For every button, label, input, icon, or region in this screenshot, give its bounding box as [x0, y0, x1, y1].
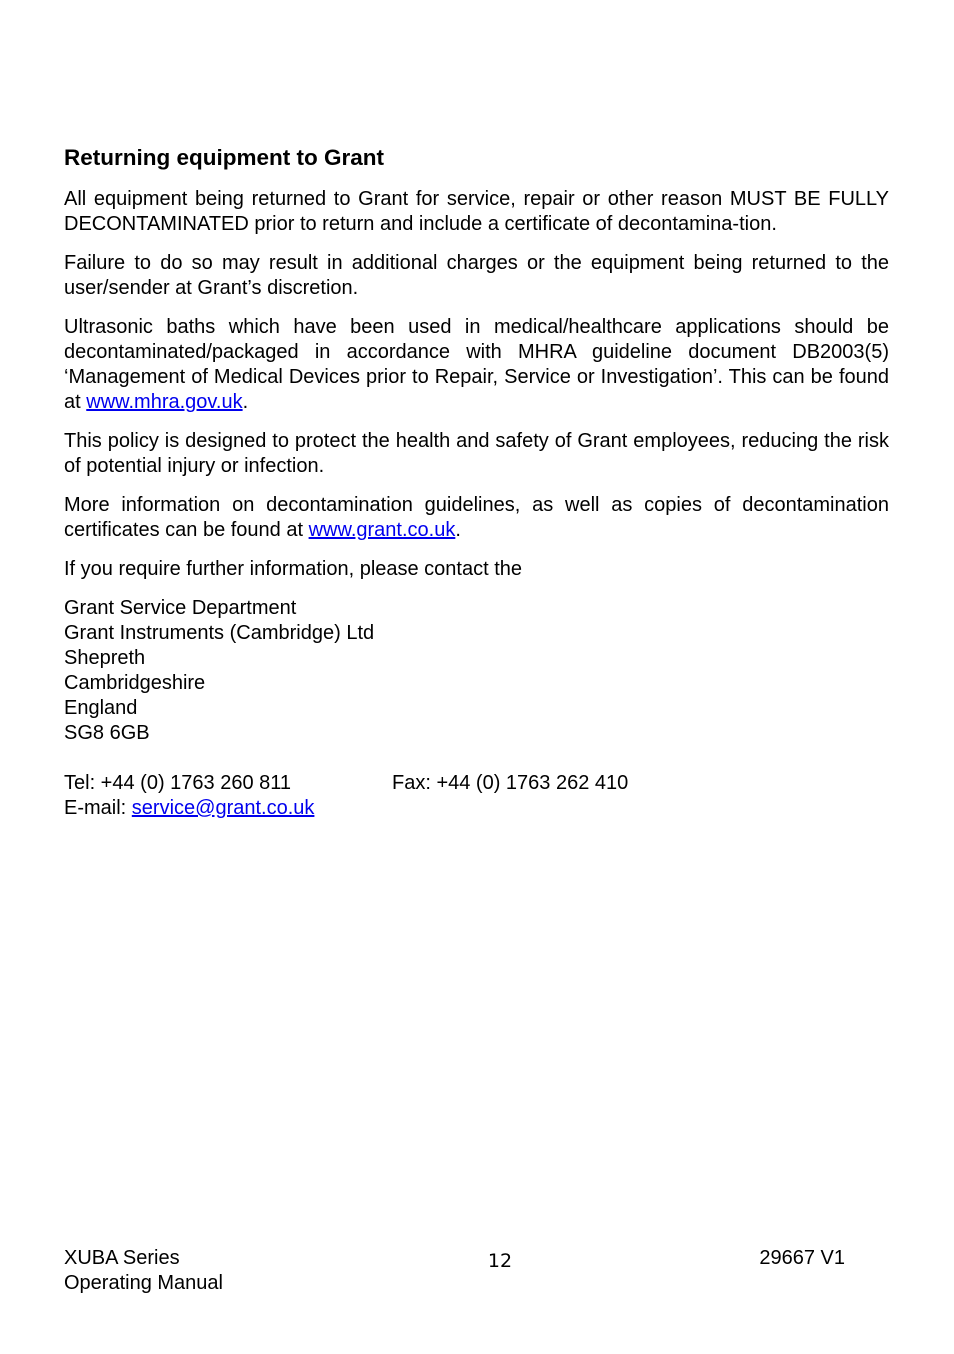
footer-left	[64, 1246, 223, 1296]
fax-number: Fax: +44 (0) 1763 262 410	[392, 772, 629, 794]
document-reference: 29667 V1	[759, 1247, 845, 1269]
phone-row	[64, 771, 889, 796]
address-block	[64, 596, 889, 746]
paragraph-ultrasonic-end: .	[242, 391, 249, 413]
paragraph-failure: Failure to do so may result in additional charges or the equipment being returned to the user/sender at Grant’s discretion.	[64, 252, 889, 299]
telephone-number: Tel: +44 (0) 1763 260 811	[64, 772, 292, 794]
paragraph-ultrasonic-text: Ultrasonic baths which have been used in medical/healthcare applications should be decontaminated/packaged in accordance with MHRA guideline document DB2003(5) ‘Management of Medical Devices prior to Repair, Service or Investigation’. This can be found at	[64, 316, 889, 413]
email-label: E-mail:	[64, 797, 132, 819]
address-line-department: Grant Service Department	[64, 597, 297, 619]
address-line-village: Shepreth	[64, 647, 146, 669]
page-number: 12	[487, 1250, 513, 1272]
email-link[interactable]: service@grant.co.uk	[131, 797, 315, 819]
footer-series: XUBA Series	[64, 1247, 180, 1269]
address-line-company: Grant Instruments (Cambridge) Ltd	[64, 622, 375, 644]
paragraph-more-info-text: More information on decontamination guidelines, as well as copies of decontamination certificates can be found at	[64, 494, 889, 541]
email-row	[64, 796, 889, 821]
mhra-link[interactable]: www.mhra.gov.uk	[86, 391, 243, 413]
paragraph-ultrasonic	[64, 315, 889, 415]
main-content	[64, 143, 889, 821]
address-line-country: England	[64, 697, 138, 719]
paragraph-decontamination: All equipment being returned to Grant for service, repair or other reason MUST BE FULLY DECONTAMINATED prior to return and include a certificate of decontamina-tion.	[64, 188, 889, 235]
grant-link[interactable]: www.grant.co.uk	[308, 519, 456, 541]
paragraph-policy: This policy is designed to protect the health and safety of Grant employees, reducing the risk of potential injury or infection.	[64, 430, 889, 477]
page-title: Returning equipment to Grant	[64, 145, 384, 170]
contact-block	[64, 771, 889, 821]
address-line-postcode: SG8 6GB	[64, 722, 150, 744]
paragraph-more-info-end: .	[455, 519, 461, 541]
footer-manual: Operating Manual	[64, 1272, 223, 1294]
paragraph-more-info	[64, 493, 889, 543]
address-line-county: Cambridgeshire	[64, 672, 206, 694]
paragraph-contact-intro: If you require further information, please contact the	[64, 558, 523, 580]
